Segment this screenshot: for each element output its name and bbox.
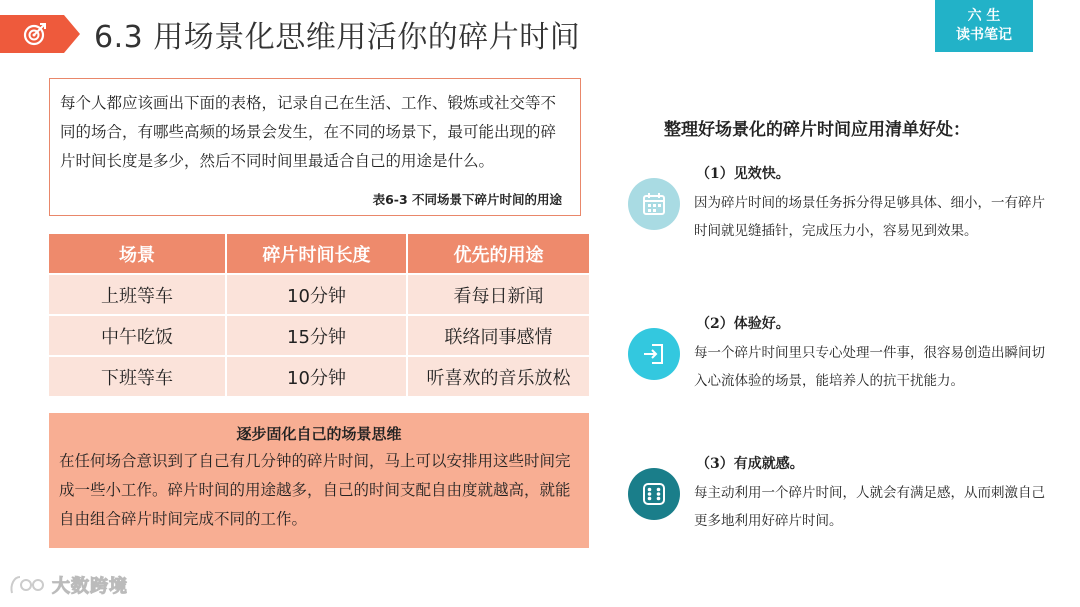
intro-text: 每个人都应该画出下面的表格，记录自己在生活、工作、锻炼或社交等不同的场合，有哪些高频的场景会发生，在不同的场景下，最可能出现的碎片时间长度是多少，然后不同时间里最适合自己的用途是什么。 — [60, 94, 557, 170]
table-cell: 中午吃饭 — [49, 316, 227, 357]
benefit-head: （2）体验好。 — [696, 316, 790, 332]
table-header-cell: 场景 — [49, 234, 227, 275]
calendar-icon — [628, 178, 680, 230]
table-cell: 下班等车 — [49, 357, 227, 398]
table-header-cell: 碎片时间长度 — [227, 234, 408, 275]
door-enter-icon — [628, 328, 680, 380]
table-row — [49, 275, 589, 316]
benefit-body: 每一个碎片时间里只专心处理一件事，很容易创造出瞬间切入心流体验的场景，能培养人的抗干扰能力。 — [694, 345, 1045, 389]
page-title: 6.3 用场景化思维用活你的碎片时间 — [94, 20, 581, 55]
intro-box — [49, 78, 581, 216]
summary-title: 逐步固化自己的场景思维 — [236, 425, 402, 443]
header-badge — [0, 15, 80, 53]
table-cell: 15分钟 — [227, 316, 408, 357]
table-row — [49, 316, 589, 357]
summary-body: 在任何场合意识到了自己有几分钟的碎片时间，马上可以安排用这些时间完成一些小工作。碎片时间的用途越多，自己的时间支配自由度就越高，就能自由组合碎片时间完成不同的工作。 — [59, 452, 571, 528]
table-cell: 10分钟 — [227, 275, 408, 316]
table-header-cell: 优先的用途 — [408, 234, 589, 275]
brand-line-1: 六 生 — [967, 8, 1001, 24]
watermark-text: 大数跨境 — [52, 576, 128, 597]
logo-icon — [8, 573, 48, 597]
summary-box — [49, 413, 589, 548]
table-cell: 联络同事感情 — [408, 316, 589, 357]
table-row — [49, 357, 589, 398]
table-cell: 10分钟 — [227, 357, 408, 398]
dice-icon — [628, 468, 680, 520]
brand-line-2: 读书笔记 — [956, 27, 1012, 43]
target-icon — [22, 21, 48, 47]
watermark — [8, 572, 128, 598]
benefit-body: 因为碎片时间的场景任务拆分得足够具体、细小，一有碎片时间就见缝插针，完成压力小，容易见到效果。 — [694, 195, 1045, 239]
table-cell: 看每日新闻 — [408, 275, 589, 316]
table-cell: 听喜欢的音乐放松 — [408, 357, 589, 398]
table-caption: 表6-3 不同场景下碎片时间的用途 — [372, 192, 562, 207]
table-header-row — [49, 234, 589, 275]
scene-table — [49, 234, 589, 398]
benefits-title: 整理好场景化的碎片时间应用清单好处： — [664, 120, 970, 140]
benefit-head: （3）有成就感。 — [696, 456, 804, 472]
table-cell: 上班等车 — [49, 275, 227, 316]
brand-badge — [935, 0, 1033, 52]
benefit-body: 每主动利用一个碎片时间，人就会有满足感，从而刺激自己更多地利用好碎片时间。 — [694, 485, 1045, 529]
benefit-head: （1）见效快。 — [696, 166, 790, 182]
